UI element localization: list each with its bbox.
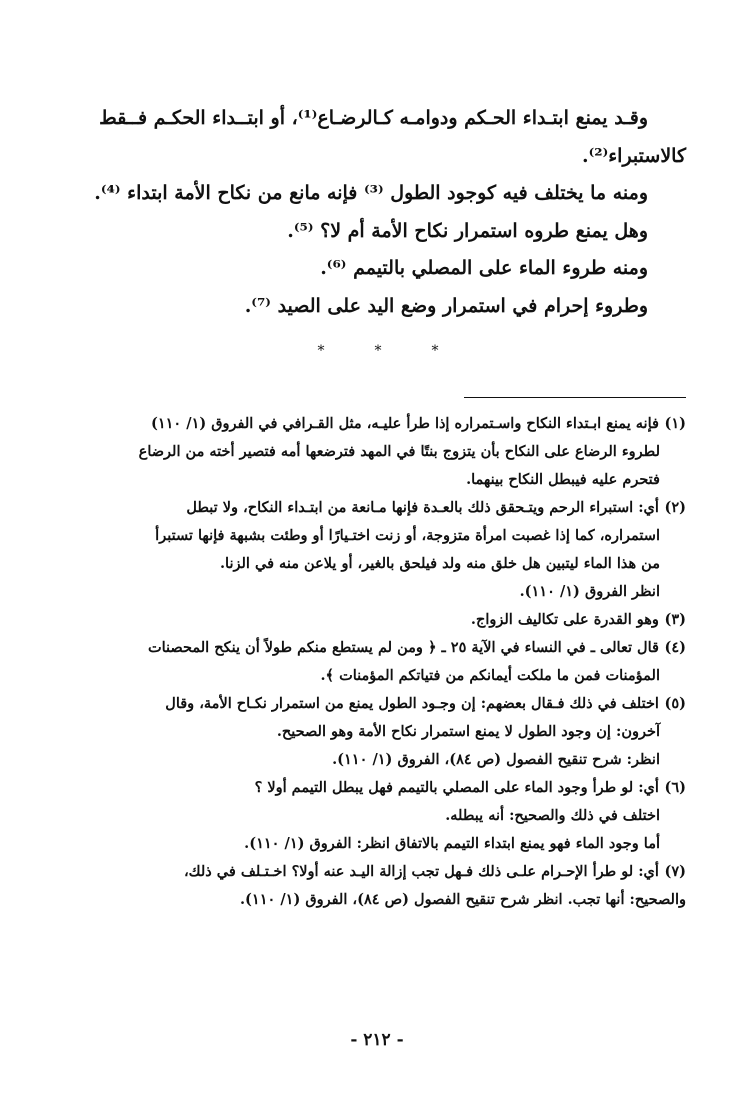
main-paragraph-4: ومنه طروء الماء على المصلي بالتيمم ⁽⁶⁾.: [320, 257, 648, 279]
footnote-5: [70, 690, 686, 774]
footnote-text: فإنه يمنع ابـتداء النكاح واسـتمراره إذا طرأ عليـه، مثل القـرافي في الفروق (١/ ١١٠): [150, 415, 659, 432]
main-paragraph-2: ومنه ما يختلف فيه كوجود الطول ⁽³⁾ فإنه مانع من نكاح الأمة ابتداء ⁽⁴⁾.: [94, 182, 648, 204]
footnote-divider: [464, 397, 686, 398]
main-text: [70, 100, 686, 325]
footnote-text: اختلف في ذلك والصحيح: أنه يبطله.: [445, 807, 660, 824]
main-paragraph-1-end: كالاستبراء⁽²⁾.: [581, 144, 686, 167]
footnote-text: انظر الفروق (١/ ١١٠).: [519, 583, 660, 600]
page-number: - ٢١٢ -: [350, 1030, 404, 1050]
separator-star: *: [374, 343, 382, 359]
footnote-number: (١): [664, 415, 686, 432]
footnote-number: (٧): [664, 863, 686, 880]
section-separator: [70, 343, 686, 367]
footnote-text: أي: لو طرأ وجود الماء على المصلي بالتيمم فهل يبطل التيمم أولا ؟: [254, 779, 659, 796]
main-paragraph-3: وهل يمنع طروه استمرار نكاح الأمة أم لا؟ ⁽⁵⁾.: [287, 219, 648, 242]
footnote-text: انظر: شرح تنقيح الفصول (ص ٨٤)، الفروق (١/ ١١٠).: [332, 751, 660, 768]
footnote-number: (٥): [664, 695, 686, 712]
footnote-number: (٣): [664, 611, 686, 628]
footnote-4: [70, 634, 686, 690]
main-paragraph-5: وطروء إحرام في استمرار وضع اليد على الصيد ⁽⁷⁾.: [244, 294, 648, 317]
footnote-text: فتحرم عليه فيبطل النكاح بينهما.: [466, 471, 660, 488]
footnotes: [70, 410, 686, 914]
footnote-text: أي: لو طرأ الإحـرام علـى ذلك فـهل تجب إزالة اليـد عنه أولا؟ اخـتـلف في ذلك،: [183, 863, 659, 880]
footnote-text: لطروء الرضاع على النكاح بأن يتزوج بنتًا في المهد فترضعها أمه فتصير أخته من الرضاع: [138, 443, 660, 460]
footnote-number: (٤): [664, 639, 686, 656]
footnote-3: [70, 606, 686, 634]
page-body: [70, 100, 686, 914]
footnote-text: المؤمنات فمن ما ملكت أيمانكم من فتياتكم المؤمنات ﴾.: [320, 667, 660, 684]
footnote-text: أما وجود الماء فهو يمنع ابتداء التيمم بالاتفاق انظر: الفروق (١/ ١١٠).: [244, 835, 660, 852]
footnote-2: [70, 494, 686, 606]
footnote-text: والصحيح: أنها تجب. انظر شرح تنقيح الفصول (ص ٨٤)، الفروق (١/ ١١٠).: [239, 891, 686, 908]
footnote-text: قال تعالى ـ في النساء في الآية ٢٥ ـ ﴿ ومن لم يستطع منكم طولاً أن ينكح المحصنات: [147, 639, 659, 656]
footnote-text: اختلف في ذلك فـقال بعضهم: إن وجـود الطول يمنع من استمرار نكـاح الأمة، وقال: [165, 695, 659, 712]
footnote-number: (٦): [664, 779, 686, 796]
footnote-text: آخرون: إن وجود الطول لا يمنع استمرار نكاح الأمة وهو الصحيح.: [276, 723, 660, 740]
footnote-1: [70, 410, 686, 494]
footnote-number: (٢): [664, 499, 686, 516]
footnote-text: أي: استبراء الرحم ويتـحقق ذلك بالعـدة فإنها مـانعة من ابتـداء النكاح، ولا تبطل: [186, 499, 659, 516]
main-paragraph-1: وقـد يمنع ابتـداء الحـكم ودوامـه كـالرضـاع⁽¹⁾، أو ابتــداء الحكـم فــقط: [99, 107, 648, 129]
footnote-text: وهو القدرة على تكاليف الزواج.: [470, 611, 659, 628]
footnote-text: استمراره، كما إذا غصبت امرأة متزوجة، أو زنت اختـيارًا أو وطئت بشبهة فإنها تستبرأ: [155, 527, 660, 544]
footnote-7: [70, 858, 686, 914]
footnote-text: من هذا الماء ليتبين هل خلق منه ولد فيلحق بالغير، أو يلاعن منه في الزنا.: [220, 555, 660, 572]
footnote-6: [70, 774, 686, 858]
separator-star: *: [431, 343, 439, 359]
separator-star: *: [317, 343, 325, 359]
